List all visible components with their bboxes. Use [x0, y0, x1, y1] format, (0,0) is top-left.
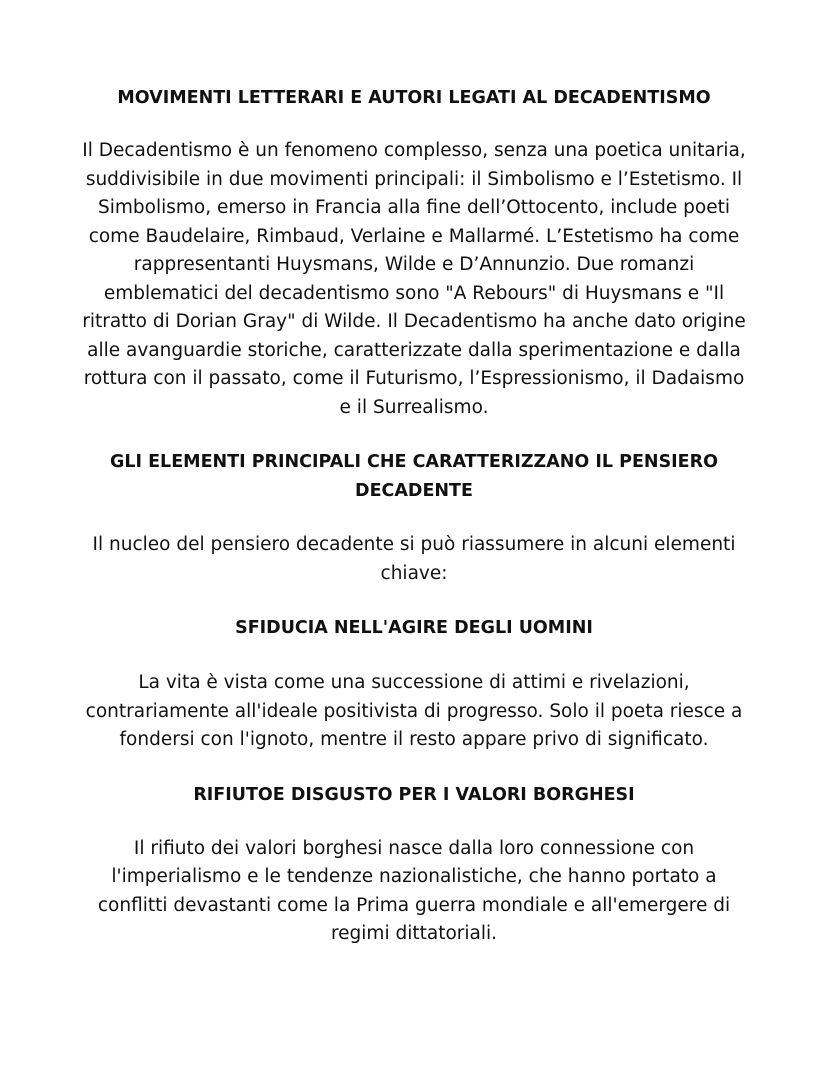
section-paragraph: La vita è vista come una successione di attimi e rivelazioni, contrariamente all'ideale positivista di progresso. Solo il poeta riesce a fondersi con l'ignoto, mentre il resto appare privo di significato. [85, 672, 743, 750]
section-heading: MOVIMENTI LETTERARI E AUTORI LEGATI AL DECADENTISMO [117, 88, 711, 108]
section-sfiducia [80, 614, 748, 755]
section-movimenti-letterari [80, 84, 748, 422]
section-paragraph: Il rifiuto dei valori borghesi nasce dalla loro connessione con l'imperialismo e le tendenze nazionalistiche, che hanno portato a conflitti devastanti come la Prima guerra mondiale e all'emergere di regimi dittatoriali. [97, 837, 731, 944]
section-heading: RIFIUTOE DISGUSTO PER I VALORI BORGHESI [193, 784, 635, 805]
section-elementi-principali [80, 448, 748, 588]
section-paragraph: Il Decadentismo è un fenomeno complesso, senza una poetica unitaria, suddivisibile in due movimenti principali: il Simbolismo e l’Estetismo. Il Simbolismo, emerso in Francia alla fine dell’Ottocento, include poeti come Baudelaire, Rimbaud, Verlaine e Mallarmé. L’Estetismo ha come rappresentanti Huysmans, Wilde e D’Annunzio. Due romanzi emblematici del decadentismo sono "A Rebours" di Huysmans e "Il ritratto di Dorian Gray" di Wilde. Il Decadentismo ha anche dato origine alle avanguardie storiche, caratterizzate dalla sperimentazione e dalla rottura con il passato, come il Futurismo, l’Espressionismo, il Dadaismo e il Surrealismo. [82, 140, 746, 418]
section-rifiuto-valori-borghesi [80, 781, 748, 949]
section-heading: GLI ELEMENTI PRINCIPALI CHE CARATTERIZZANO IL PENSIERO DECADENTE [109, 452, 718, 501]
section-heading: SFIDUCIA NELL'AGIRE DEGLI UOMINI [235, 618, 593, 638]
section-paragraph: Il nucleo del pensiero decadente si può riassumere in alcuni elementi chiave: [92, 534, 736, 584]
